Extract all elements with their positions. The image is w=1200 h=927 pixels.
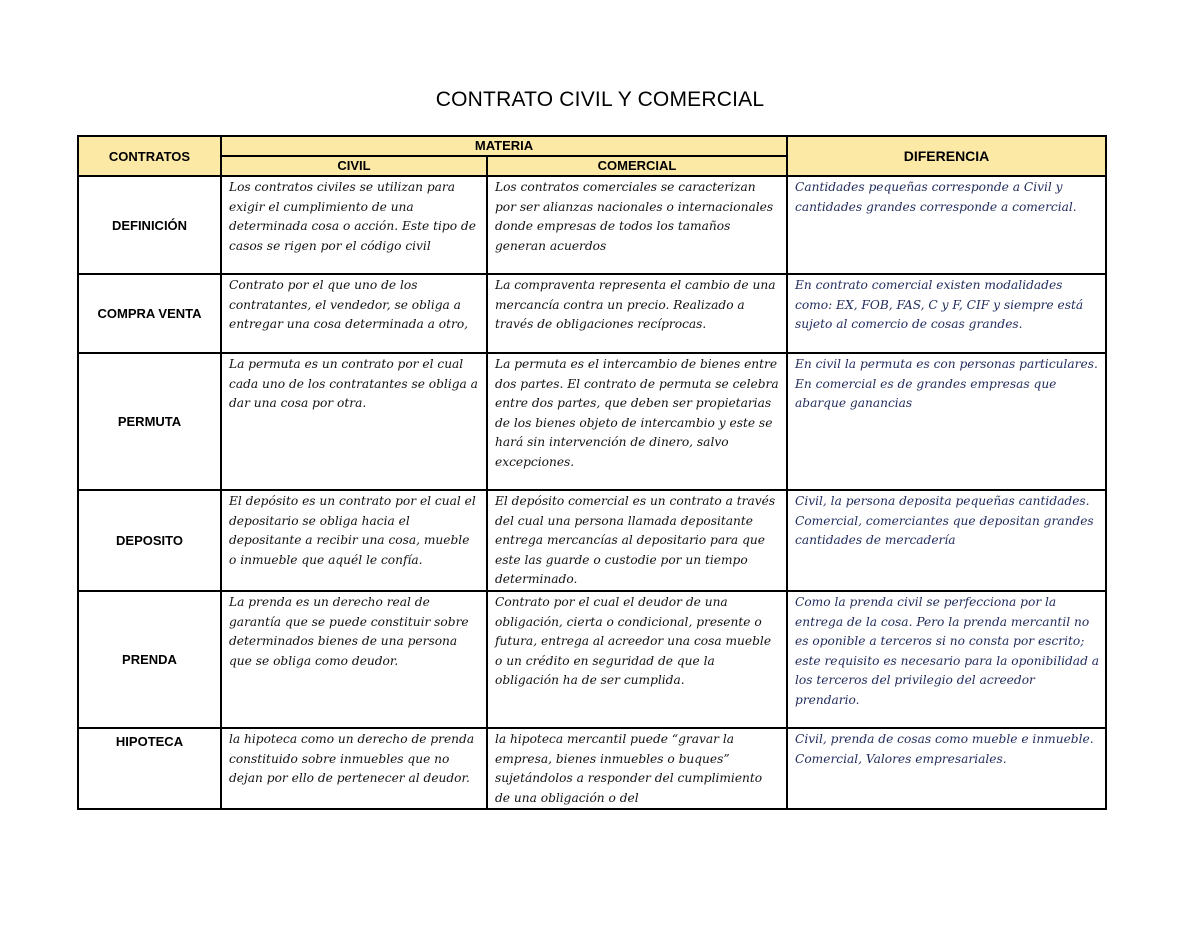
row-label: PERMUTA xyxy=(78,353,221,490)
row-label: DEFINICIÓN xyxy=(78,176,221,274)
header-materia: MATERIA xyxy=(221,136,787,156)
comercial-cell: La permuta es el intercambio de bienes entre dos partes. El contrato de permuta se celebra entre dos partes, que deben ser propietarias de los bienes objeto de intercambio y este se hará sin intervención de dinero, salvo excepciones. xyxy=(487,353,787,490)
header-civil: CIVIL xyxy=(221,156,487,176)
comercial-cell: La compraventa representa el cambio de una mercancía contra un precio. Realizado a través de obligaciones recíprocas. xyxy=(487,274,787,353)
header-comercial: COMERCIAL xyxy=(487,156,787,176)
table-row xyxy=(78,353,1106,490)
diferencia-cell: En contrato comercial existen modalidades como: EX, FOB, FAS, C y F, CIF y siempre está sujeto al comercio de cosas grandes. xyxy=(787,274,1106,353)
document-title: CONTRATO CIVIL Y COMERCIAL xyxy=(435,88,765,111)
table-row xyxy=(78,176,1106,274)
comercial-cell: El depósito comercial es un contrato a través del cual una persona llamada depositante entrega mercancías al depositario para que este las guarde o custodie por un tiempo determinado. xyxy=(487,490,787,591)
diferencia-cell: Cantidades pequeñas corresponde a Civil y cantidades grandes corresponde a comercial. xyxy=(787,176,1106,274)
civil-cell: Contrato por el que uno de los contratantes, el vendedor, se obliga a entregar una cosa determinada a otro, xyxy=(221,274,487,353)
comparison-table xyxy=(77,135,1107,810)
comercial-cell: Los contratos comerciales se caracterizan por ser alianzas nacionales o internacionales donde empresas de todos los tamaños generan acuerdos xyxy=(487,176,787,274)
comercial-cell: la hipoteca mercantil puede “gravar la empresa, bienes inmuebles o buques” sujetándolos a responder del cumplimiento de una obligación o del xyxy=(487,728,787,809)
civil-cell: El depósito es un contrato por el cual el depositario se obliga hacia el depositante a recibir una cosa, mueble o inmueble que aquél le confía. xyxy=(221,490,487,591)
diferencia-cell: Civil, la persona deposita pequeñas cantidades. Comercial, comerciantes que depositan grandes cantidades de mercadería xyxy=(787,490,1106,591)
civil-cell: Los contratos civiles se utilizan para exigir el cumplimiento de una determinada cosa o acción. Este tipo de casos se rigen por el código civil xyxy=(221,176,487,274)
header-contratos: CONTRATOS xyxy=(78,136,221,176)
row-label: HIPOTECA xyxy=(78,728,221,809)
row-label: PRENDA xyxy=(78,591,221,728)
row-label: DEPOSITO xyxy=(78,490,221,591)
table-row xyxy=(78,274,1106,353)
comercial-cell: Contrato por el cual el deudor de una obligación, cierta o condicional, presente o futura, entrega al acreedor una cosa mueble o un crédito en seguridad de que la obligación ha de ser cumplida. xyxy=(487,591,787,728)
diferencia-cell: Civil, prenda de cosas como mueble e inmueble. Comercial, Valores empresariales. xyxy=(787,728,1106,809)
diferencia-cell: En civil la permuta es con personas particulares. En comercial es de grandes empresas que abarque ganancias xyxy=(787,353,1106,490)
civil-cell: La prenda es un derecho real de garantía que se puede constituir sobre determinados bienes de una persona que se obliga como deudor. xyxy=(221,591,487,728)
table-row xyxy=(78,490,1106,591)
diferencia-cell: Como la prenda civil se perfecciona por la entrega de la cosa. Pero la prenda mercantil no es oponible a terceros si no consta por escrito; este requisito es necesario para la oponibilidad a los terceros del privilegio del acreedor prendario. xyxy=(787,591,1106,728)
civil-cell: la hipoteca como un derecho de prenda constituido sobre inmuebles que no dejan por ello de pertenecer al deudor. xyxy=(221,728,487,809)
row-label: COMPRA VENTA xyxy=(78,274,221,353)
header-diferencia: DIFERENCIA xyxy=(787,136,1106,176)
table-row xyxy=(78,591,1106,728)
civil-cell: La permuta es un contrato por el cual cada uno de los contratantes se obliga a dar una cosa por otra. xyxy=(221,353,487,490)
table-row xyxy=(78,728,1106,809)
